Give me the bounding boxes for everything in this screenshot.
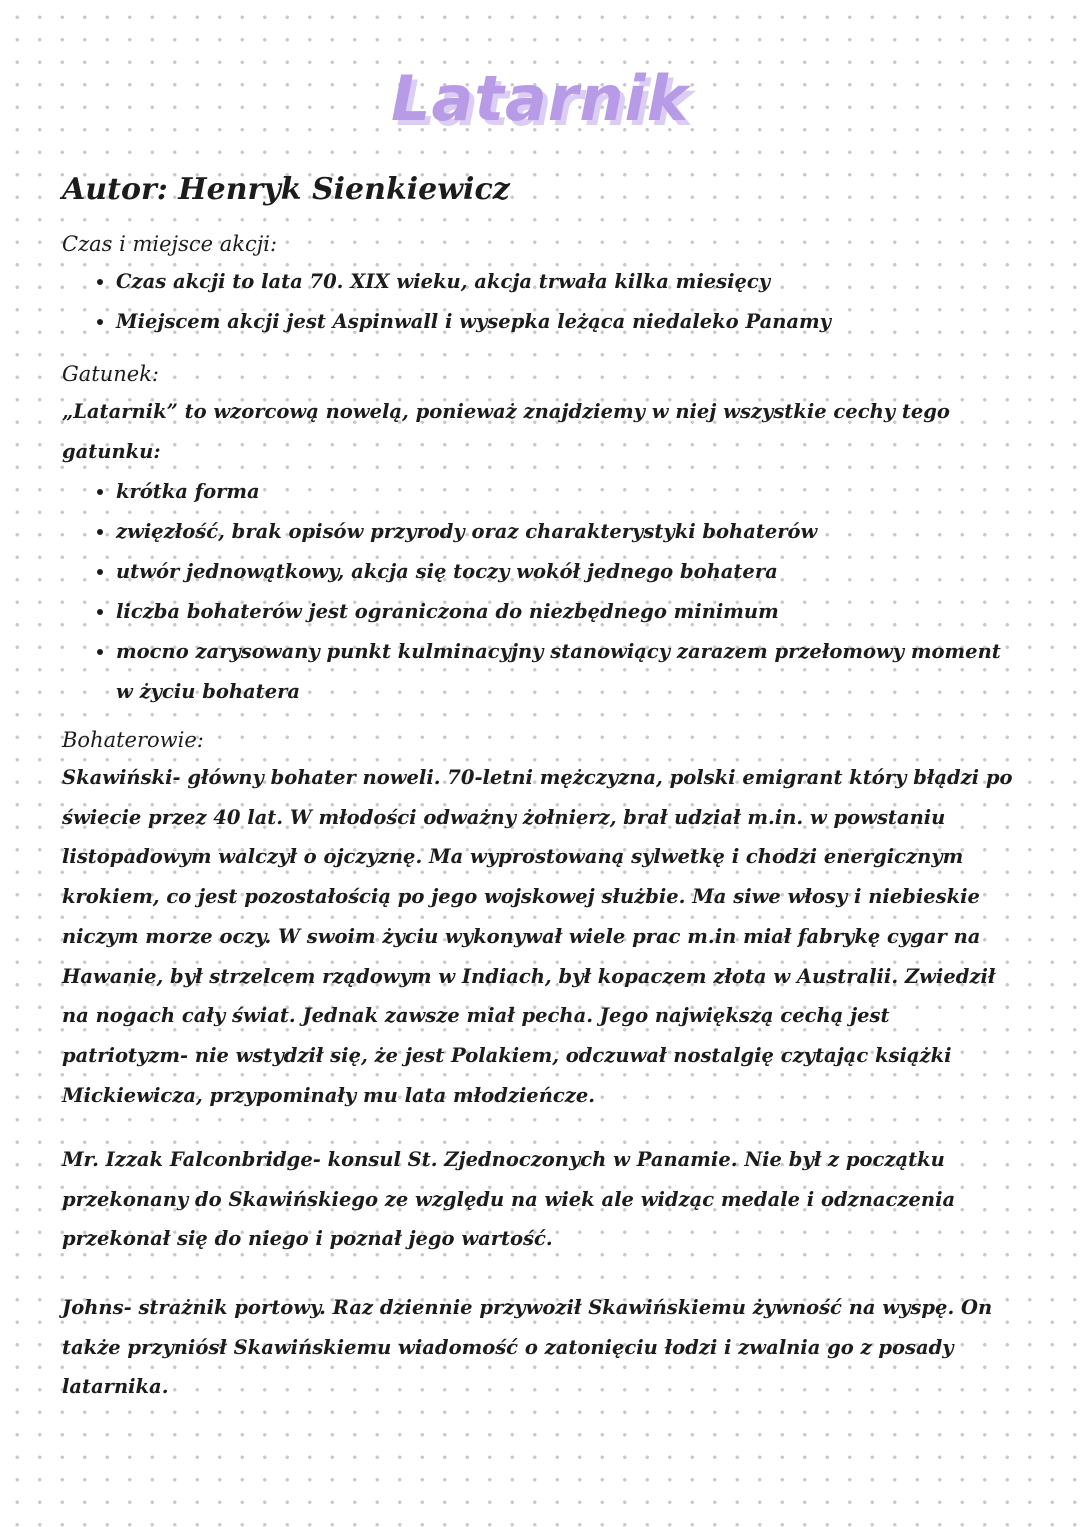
character-skawinski: Skawiński- główny bohater noweli. 70-letni mężczyzna, polski emigrant który błądzi po świecie przez 40 lat. W młodości odważny żołnierz, brał udział m.in. w powstaniu listopadowym walczył o ojczyznę. Ma wyprostowaną sylwetkę i chodzi energicznym krokiem, co jest pozostałością po jego wojskowej służbie. Ma siwe włosy i niebieskie niczym morze oczy. W swoim życiu wykonywał wiele prac m.in miał fabrykę cygar na Hawanie, był strzelcem rządowym w Indiach, był kopaczem złota w Australii. Zwiedził na nogach cały świat. Jednak zawsze miał pecha. Jego największą cechą jest patriotyzm- nie wstydził się, że jest Polakiem, odczuwał nostalgię czytając książki Mickiewicza, przypominały mu lata młodzieńcze.	[62, 766, 1013, 1107]
page-title: Latarnik	[390, 62, 690, 135]
character-johns: Johns- strażnik portowy. Raz dziennie przywoził Skawińskiemu żywność na wyspę. On także przyniósł Skawińskiemu wiadomość o zatonięciu łodzi i zwalnia go z posady latarnika.	[62, 1296, 993, 1399]
character-johns-block	[62, 1288, 1022, 1407]
list-item: • utwór jednowątkowy, akcja się toczy wokół jednego bohatera	[116, 552, 1022, 592]
genre-heading: Gatunek:	[62, 362, 160, 386]
list-item: • liczba bohaterów jest ograniczona do niezbędnego minimum	[116, 592, 1022, 632]
character-falconbridge: Mr. Izzak Falconbridge- konsul St. Zjednoczonych w Panamie. Nie był z początku przekonany do Skawińskiego ze względu na wiek ale widząc medale i odznaczenia przekonał się do niego i poznał jego wartość.	[62, 1148, 956, 1251]
characters-heading: Bohaterowie:	[62, 728, 204, 752]
author-line: Autor: Henryk Sienkiewicz	[62, 172, 510, 207]
list-item: • Czas akcji to lata 70. XIX wieku, akcja trwała kilka miesięcy	[116, 262, 1022, 302]
list-item: • zwięzłość, brak opisów przyrody oraz charakterystyki bohaterów	[116, 512, 1022, 552]
characters-section	[62, 722, 1022, 1115]
list-item: • Miejscem akcji jest Aspinwall i wysepka leżąca niedaleko Panamy	[116, 302, 1022, 342]
time-place-list	[62, 262, 1022, 342]
genre-section	[62, 356, 1022, 712]
time-place-section	[62, 226, 1022, 342]
time-place-heading: Czas i miejsce akcji:	[62, 232, 278, 256]
character-falconbridge-block	[62, 1140, 1022, 1259]
genre-intro: „Latarnik” to wzorcową nowelą, ponieważ znajdziemy w niej wszystkie cechy tego gatunku:	[62, 400, 950, 463]
genre-list	[62, 472, 1022, 712]
list-item: • krótka forma	[116, 472, 1022, 512]
list-item: • mocno zarysowany punkt kulminacyjny stanowiący zarazem przełomowy moment w życiu bohatera	[116, 632, 1022, 712]
